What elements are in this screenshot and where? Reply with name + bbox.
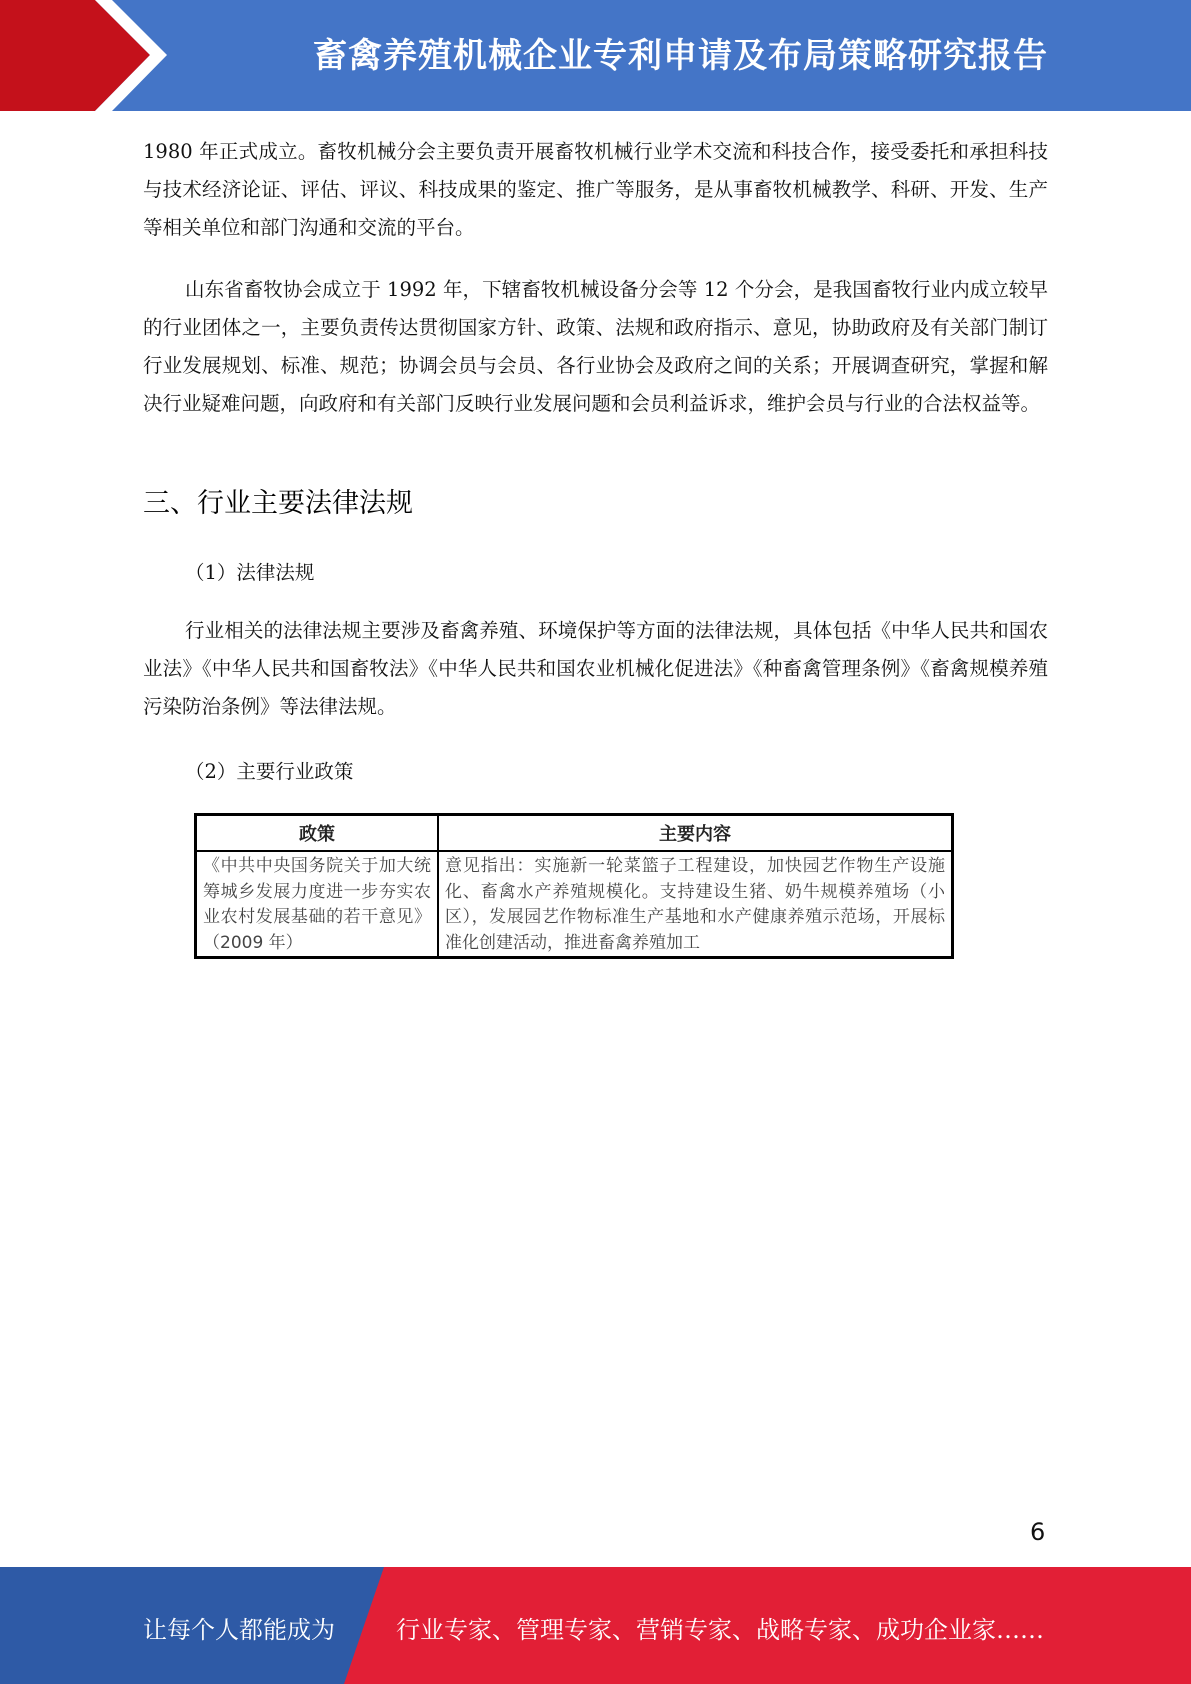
page-number: 6 [1030,1518,1046,1546]
subheading-laws: （1）法律法规 [185,561,315,584]
body-paragraph-3: 行业相关的法律法规主要涉及畜禽养殖、环境保护等方面的法律法规，具体包括《中华人民共和国农业法》《中华人民共和国畜牧法》《中华人民共和国农业机械化促进法》《种畜禽管理条例》《畜禽规模养殖污染防治条例》等法律法规。 [143,619,1048,718]
table-header-content: 主要内容 [438,815,953,852]
table-header-policy: 政策 [196,815,439,852]
table-header-row [196,815,953,852]
footer-slogan-left: 让每个人都能成为 [143,1616,335,1644]
body-paragraph-1: 1980 年正式成立。畜牧机械分会主要负责开展畜牧机械行业学术交流和科技合作，接受委托和承担科技与技术经济论证、评估、评议、科技成果的鉴定、推广等服务，是从事畜牧机械教学、科研、开发、生产等相关单位和部门沟通和交流的平台。 [143,140,1048,239]
document-title: 畜禽养殖机械企业专利申请及布局策略研究报告 [313,36,1048,76]
policy-table [194,813,954,959]
page-footer [0,1567,1191,1684]
table-row [196,851,953,958]
table-cell-policy: 《中共中央国务院关于加大统筹城乡发展力度进一步夯实农业农村发展基础的若干意见》（2009 年） [196,851,439,958]
body-paragraph-2: 山东省畜牧协会成立于 1992 年，下辖畜牧机械设备分会等 12 个分会，是我国畜牧行业内成立较早的行业团体之一，主要负责传达贯彻国家方针、政策、法规和政府指示、意见，协助政府及有关部门制订行业发展规划、标准、规范；协调会员与会员、各行业协会及政府之间的关系；开展调查研究，掌握和解决行业疑难问题，向政府和有关部门反映行业发展问题和会员利益诉求，维护会员与行业的合法权益等。 [143,278,1048,415]
table-cell-content: 意见指出：实施新一轮菜篮子工程建设，加快园艺作物生产设施化、畜禽水产养殖规模化。支持建设生猪、奶牛规模养殖场（小区），发展园艺作物标准生产基地和水产健康养殖示范场，开展标准化创建活动，推进畜禽养殖加工 [438,851,953,958]
footer-slogan-right: 行业专家、管理专家、营销专家、战略专家、成功企业家…… [396,1616,1044,1644]
section-heading: 三、行业主要法律法规 [143,488,413,519]
page-header [0,0,1191,111]
subheading-policies: （2）主要行业政策 [185,760,354,783]
